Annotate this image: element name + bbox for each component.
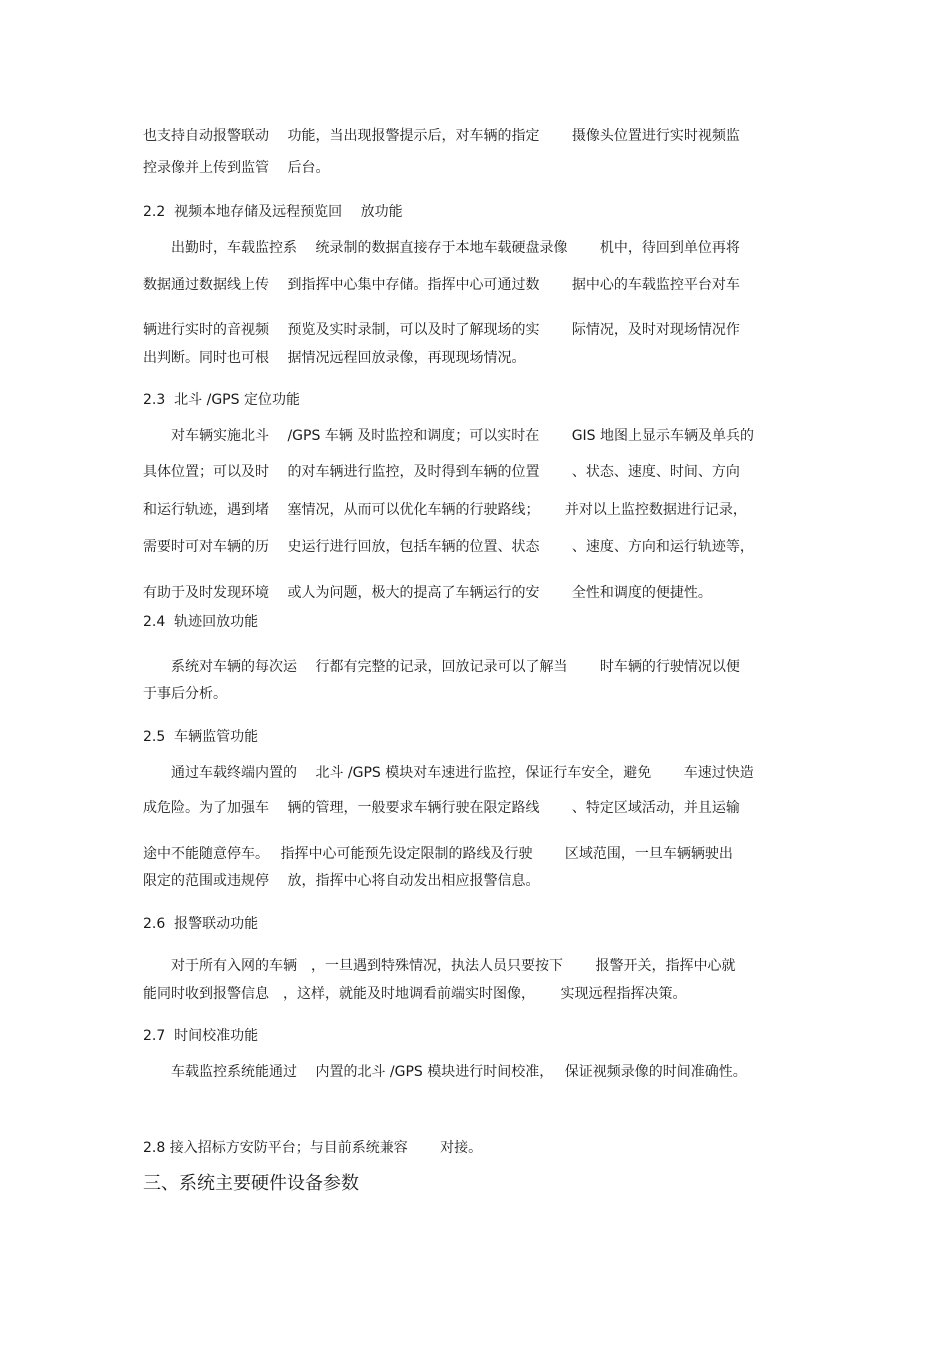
paragraph-line: 数据通过数据线上传 到指挥中心集中存储。指挥中心可通过数 据中心的车载监控平台对车 <box>143 277 740 293</box>
paragraph-line: 出判断。同时也可根 据情况远程回放录像，再现现场情况。 <box>143 350 526 366</box>
paragraph-line: 控录像并上传到监管 后台。 <box>143 160 330 176</box>
paragraph-line: 和运行轨迹，遇到堵 塞情况，从而可以优化车辆的行驶路线； 并对以上监控数据进行记录， <box>143 502 747 518</box>
chapter-title: 三、系统主要硬件设备参数 <box>143 1173 359 1194</box>
paragraph-line: 对车辆实施北斗 /GPS 车辆 及时监控和调度；可以实时在 GIS 地图上显示车辆及单兵的 <box>143 428 755 444</box>
section-heading: 2.8 接入招标方安防平台；与目前系统兼容 对接。 <box>143 1140 483 1156</box>
paragraph-line: 对于所有入网的车辆 ，一旦遇到特殊情况，执法人员只要按下 报警开关，指挥中心就 <box>143 958 736 974</box>
section-heading: 2.6 报警联动功能 <box>143 916 259 932</box>
paragraph-line: 系统对车辆的每次运 行都有完整的记录，回放记录可以了解当 时车辆的行驶情况以便 <box>143 659 740 675</box>
section-heading: 2.7 时间校准功能 <box>143 1028 259 1044</box>
paragraph-line: 需要时可对车辆的历 史运行进行回放，包括车辆的位置、状态 、速度、方向和运行轨迹等， <box>143 539 754 555</box>
paragraph-line: 成危险。为了加强车 辆的管理，一般要求车辆行驶在限定路线 、特定区域活动，并且运输 <box>143 800 740 816</box>
paragraph-line: 车载监控系统能通过 内置的北斗 /GPS 模块进行时间校准， 保证视频录像的时间准确性。 <box>143 1064 747 1080</box>
section-heading: 2.3 北斗 /GPS 定位功能 <box>143 392 300 408</box>
paragraph-line: 出勤时，车载监控系 统录制的数据直接存于本地车载硬盘录像 机中，待回到单位再将 <box>143 240 740 256</box>
section-heading: 2.2 视频本地存储及远程预览回 放功能 <box>143 204 403 220</box>
paragraph-line: 有助于及时发现环境 或人为问题，极大的提高了车辆运行的安 全性和调度的便捷性。 <box>143 585 712 601</box>
section-heading: 2.5 车辆监管功能 <box>143 729 259 745</box>
paragraph-line: 能同时收到报警信息 ，这样，就能及时地调看前端实时图像， 实现远程指挥决策。 <box>143 986 687 1002</box>
paragraph-line: 限定的范围或违规停 放，指挥中心将自动发出相应报警信息。 <box>143 873 540 889</box>
paragraph-line: 也支持自动报警联动 功能，当出现报警提示后，对车辆的指定 摄像头位置进行实时视频监 <box>143 128 740 144</box>
paragraph-line: 辆进行实时的音视频 预览及实时录制，可以及时了解现场的实 际情况，及时对现场情况作 <box>143 322 740 338</box>
section-heading: 2.4 轨迹回放功能 <box>143 614 259 630</box>
paragraph-line: 于事后分析。 <box>143 686 227 702</box>
paragraph-line: 通过车载终端内置的 北斗 /GPS 模块对车速进行监控，保证行车安全，避免 车速过快造 <box>143 765 754 781</box>
paragraph-line: 途中不能随意停车。 指挥中心可能预先设定限制的路线及行驶 区域范围，一旦车辆辆驶出 <box>143 846 733 862</box>
paragraph-line: 具体位置；可以及时 的对车辆进行监控，及时得到车辆的位置 、状态、速度、时间、方向 <box>143 464 740 480</box>
